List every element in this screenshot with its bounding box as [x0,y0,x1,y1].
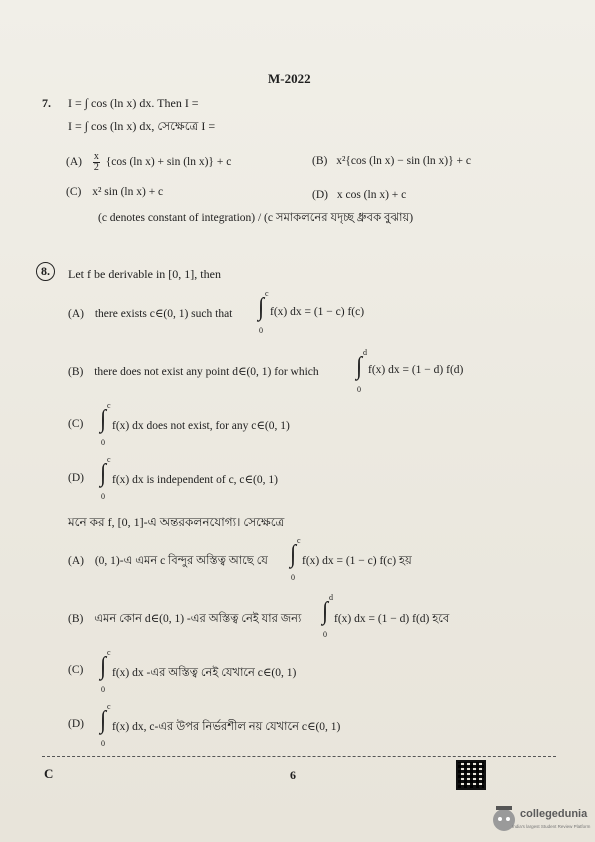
question-8-stem-en: Let f be derivable in [0, 1], then [68,267,221,281]
q8-en-option-d[interactable]: f(x) dx is independent of c, c∈(0, 1) [112,474,278,486]
option-label: (D) [312,189,328,201]
integral-sign: ∫ c 0 [100,401,111,447]
qr-code-icon [456,760,486,790]
option-text: there exists c∈(0, 1) such that [94,308,233,320]
option-label: (B) [68,613,84,625]
option-label: (A) [66,156,82,169]
question-series: C [44,766,54,781]
q8-en-option-a[interactable] [68,306,232,320]
integral-sign: ∫ c 0 [100,648,111,694]
question-8-number: 8. [36,262,55,281]
q8-en-option-d-label[interactable]: (D) [68,472,84,484]
option-text: x²{cos (ln x) − sin (ln x)} + c [336,155,471,167]
option-label: (B) [68,366,84,378]
q8-bn-option-b[interactable] [68,610,301,629]
option-label: (B) [312,155,328,167]
q7-option-d[interactable] [312,189,406,201]
collegedunia-logo-icon [486,800,590,840]
question-8-stem-bn: মনে কর f, [0, 1]-এ অন্তরকলনযোগ্য। সেক্ষেত্রে [68,515,285,529]
option-integral-expression: f(x) dx = (1 − d) f(d) [368,364,464,376]
option-label: (A) [68,308,84,320]
footer-divider [42,756,556,757]
page-number: 6 [290,768,296,782]
integral-sign: ∫ d 0 [356,348,367,394]
integral-sign: ∫ c 0 [290,536,301,582]
option-text: এমন কোন d∈(0, 1) -এর অস্তিত্ব নেই যার জন্য [94,613,302,625]
q8-en-option-c-label[interactable]: (C) [68,418,84,430]
integral-sign: ∫ c 0 [258,289,269,335]
q8-bn-option-a[interactable] [68,552,268,571]
fraction-x-over-2: $\frac{x}{2}$ [93,151,99,173]
brand-name: collegedunia [520,808,588,820]
q8-bn-option-c-label[interactable]: (C) [68,664,84,676]
q8-en-option-c[interactable]: f(x) dx does not exist, for any c∈(0, 1) [112,420,290,432]
q7-note: (c denotes constant of integration) / (c সমাকলনের যদৃচ্ছ ধ্রুবক বুঝায়) [98,212,414,224]
option-text: x² sin (ln x) + c [92,186,164,198]
option-text: (0, 1)-এ এমন c বিন্দুর অস্তিত্ব আছে যে [94,555,268,567]
q7-option-a[interactable] [66,152,231,173]
question-7-stem-en: I = ∫ cos (ln x) dx. Then I = [68,96,199,110]
q7-option-c[interactable] [66,186,163,198]
option-label: (A) [68,555,84,567]
q8-bn-option-c[interactable]: f(x) dx -এর অস্তিত্ব নেই যেখানে c∈(0, 1) [112,667,297,679]
option-integral-expression: f(x) dx = (1 − c) f(c) [270,306,365,318]
option-integral-expression: f(x) dx = (1 − c) f(c) হয় [302,555,412,567]
option-text: there does not exist any point d∈(0, 1) for which [94,366,319,378]
integral-sign: ∫ d 0 [322,593,333,639]
option-label: (C) [66,186,82,198]
paper-code: M-2022 [268,71,311,86]
q7-option-b[interactable] [312,155,471,167]
option-text: {cos (ln x) + sin (ln x)} + c [105,156,232,169]
question-7-stem-bn: I = ∫ cos (ln x) dx, সেক্ষেত্রে I = [68,119,216,133]
q8-en-option-b[interactable] [68,364,319,378]
brand-tagline: India's largest Student Review Platform [512,824,591,829]
q8-bn-option-d[interactable]: f(x) dx, c-এর উপর নির্ভরশীল নয় যেখানে c∈(0, 1) [112,721,341,733]
question-7-number: 7. [42,96,51,110]
option-integral-expression: f(x) dx = (1 − d) f(d) হবে [334,613,450,625]
integral-sign: ∫ c 0 [100,702,111,748]
option-text: x cos (ln x) + c [336,189,407,201]
q8-bn-option-d-label[interactable]: (D) [68,718,84,730]
integral-sign: ∫ c 0 [100,455,111,501]
